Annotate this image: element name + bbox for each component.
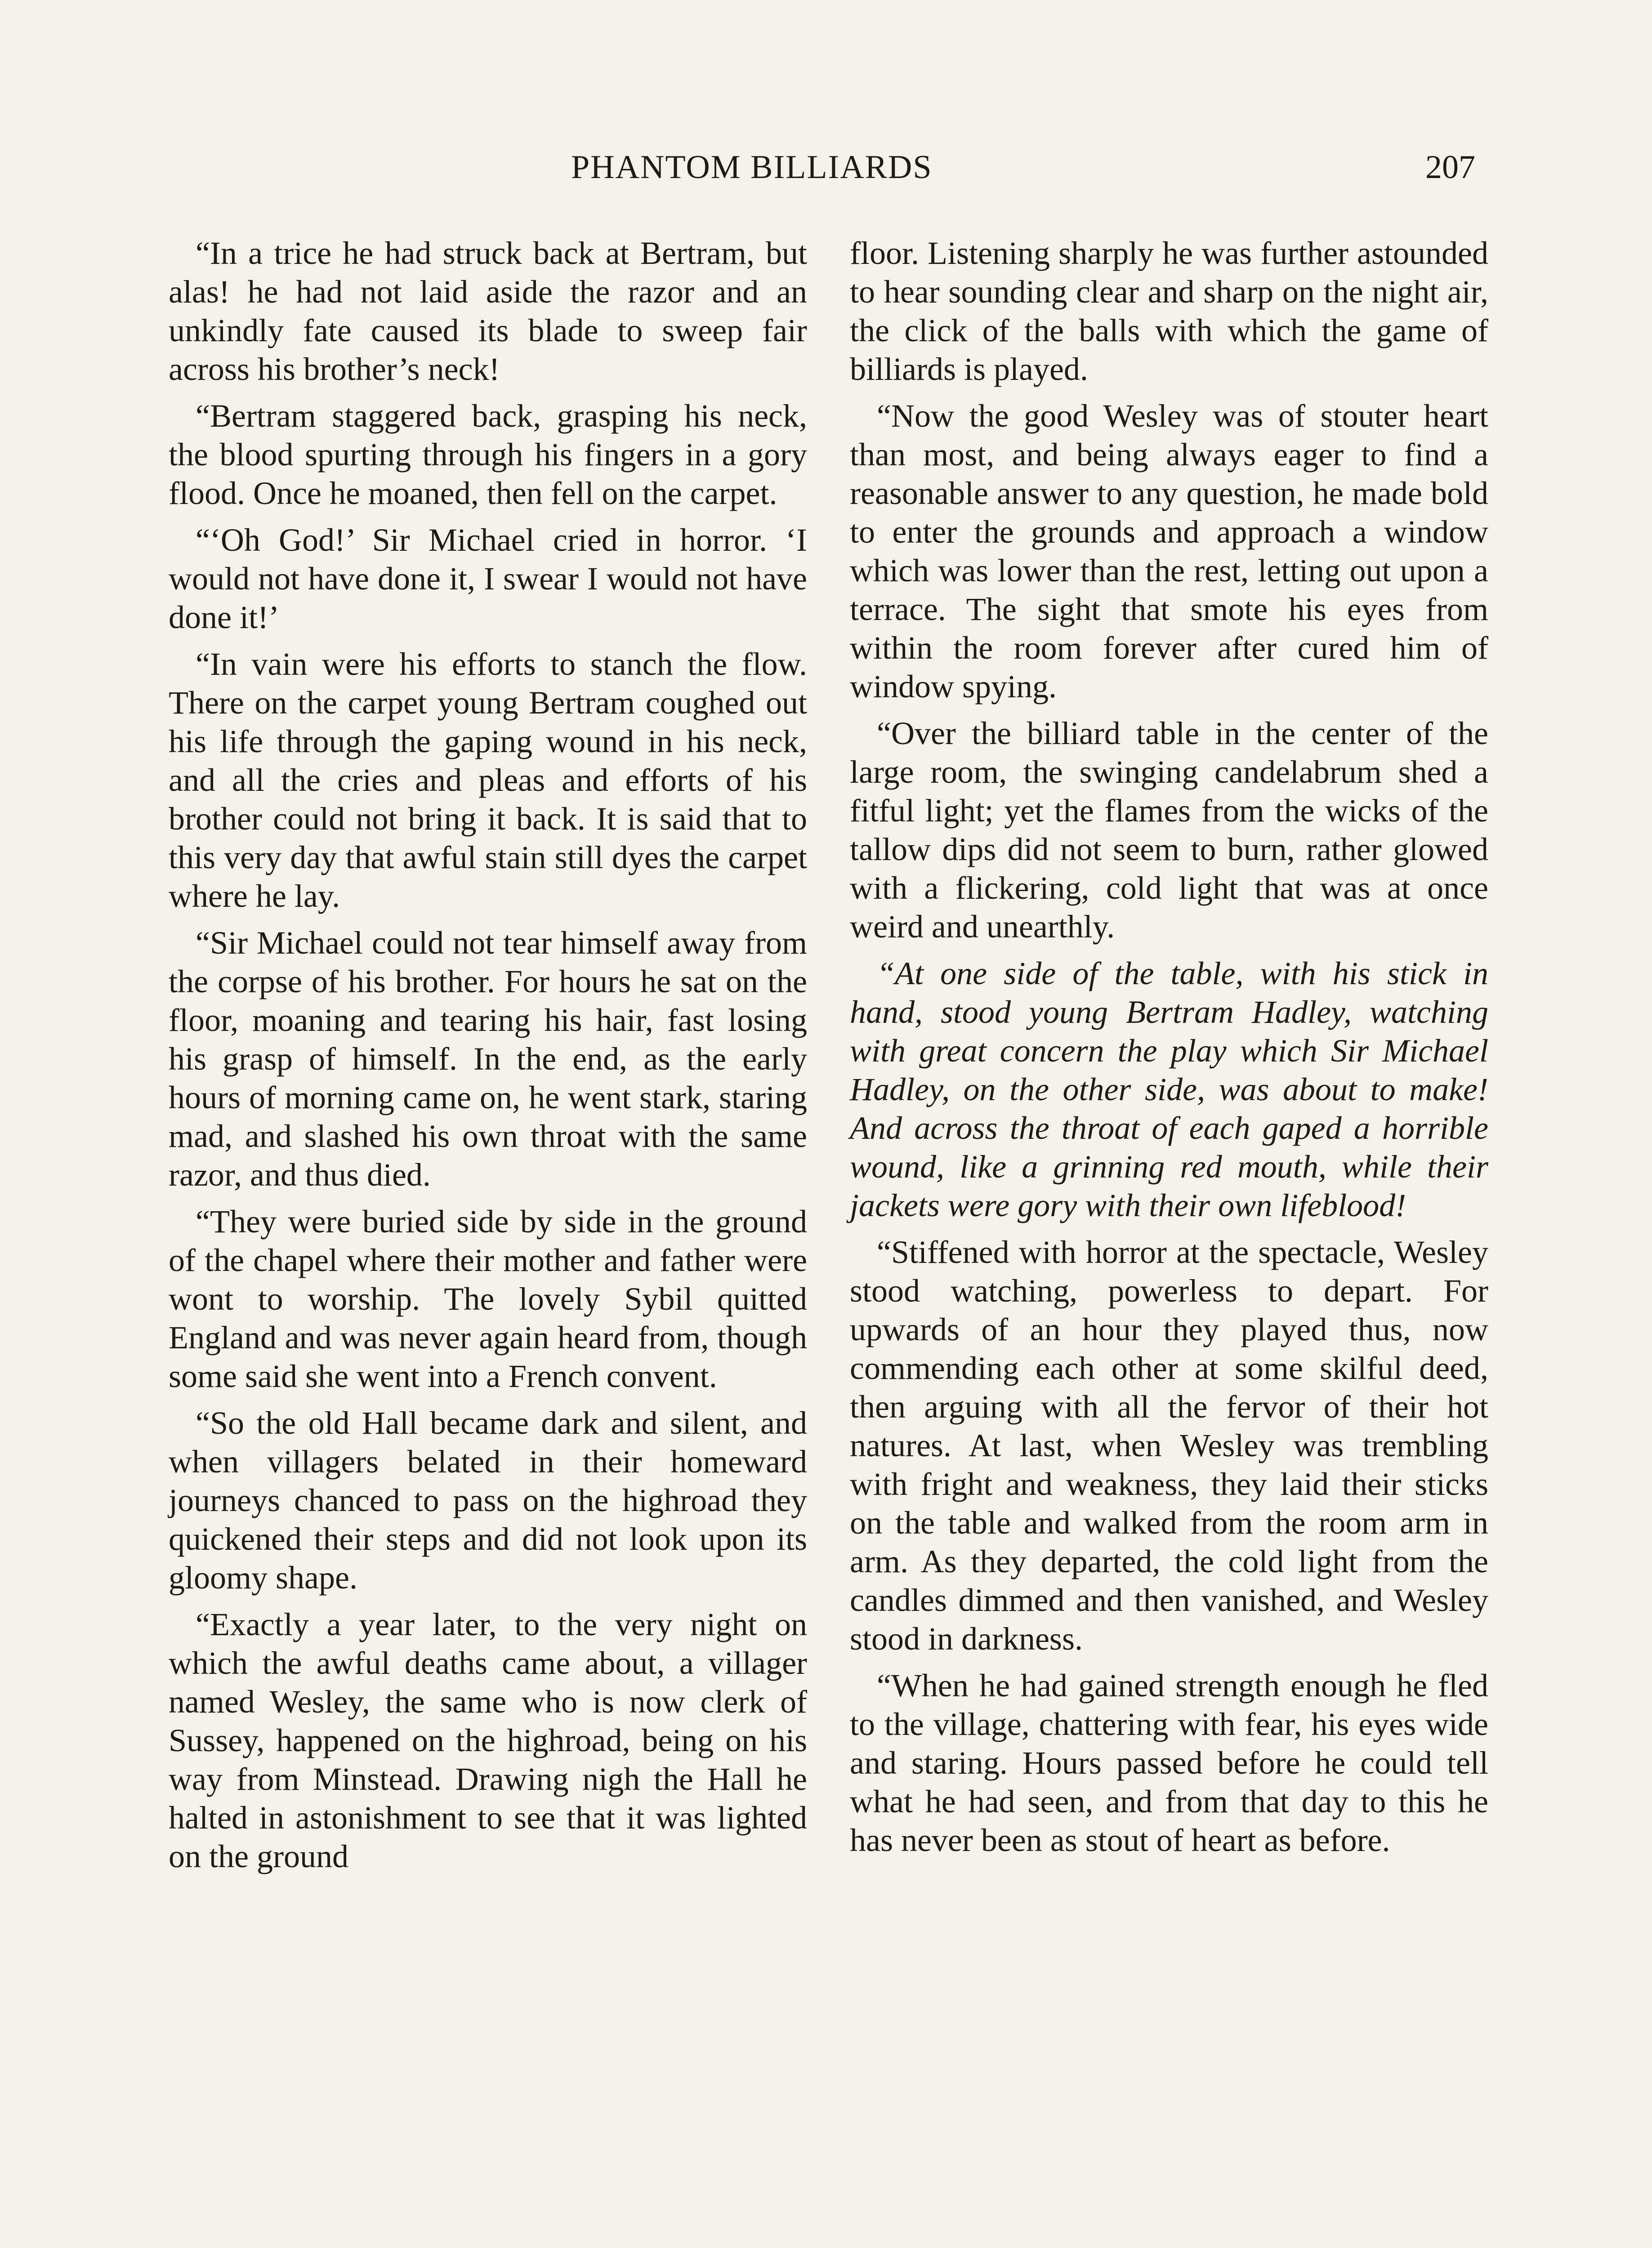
paragraph: “Sir Michael could not tear himself away from the corpse of his brother. For hours he sat on the floor, moaning and tearing his hair, fast losing his grasp of himself. In the end, as the early hours of morning came on, he went stark, staring mad, and slashed his own throat with the same razor, and thus died. [169,925,807,1193]
paragraph-continuation: floor. Listening sharply he was further astounded to hear sounding clear and sharp on the night air, the click of the balls with which the game of billiards is played. [850,235,1488,387]
right-column [850,234,1488,1868]
paragraph: “Over the billiard table in the center of the large room, the swinging candelabrum shed a fitful light; yet the flames from the wicks of the tallow dips did not seem to burn, rather glowed with a flickering, cold light that was at once weird and unearthly. [850,715,1488,945]
left-column [169,234,807,1884]
paragraph: “Stiffened with horror at the spectacle, Wesley stood watching, powerless to depart. For upwards of an hour they played thus, now commending each other at some skilful deed, then arguing with all the fervor of their hot natures. At last, when Wesley was trembling with fright and weakness, they laid their sticks on the table and walked from the room arm in arm. As they departed, the cold light from the candles dimmed and then vanished, and Wesley stood in darkness. [850,1234,1488,1657]
paragraph: “In a trice he had struck back at Bertram, but alas! he had not laid aside the razor and an unkindly fate caused its blade to sweep fair across his brother’s neck! [169,235,807,387]
page-number: 207 [1425,149,1475,186]
paragraph: “Now the good Wesley was of stouter heart than most, and being always eager to find a reasonable answer to any question, he made bold to enter the grounds and approach a window which was lower than the rest, letting out upon a terrace. The sight that smote his eyes from within the room forever after cured him of window spying. [850,398,1488,705]
paragraph: “‘Oh God!’ Sir Michael cried in horror. ‘I would not have done it, I swear I would not have done it!’ [169,522,807,635]
running-title: PHANTOM BILLIARDS [571,149,933,186]
paragraph: “In vain were his efforts to stanch the flow. There on the carpet young Bertram coughed out his life through the gaping wound in his neck, and all the cries and pleas and efforts of his brother could not bring it back. It is said that to this very day that awful stain still dyes the carpet where he lay. [169,646,807,914]
paragraph: “When he had gained strength enough he fled to the village, chattering with fear, his eyes wide and staring. Hours passed before he could tell what he had seen, and from that day to this he has never been as stout of heart as before. [850,1668,1488,1858]
paragraph: “Bertram staggered back, grasping his neck, the blood spurting through his fingers in a gory flood. Once he moaned, then fell on the carpet. [169,398,807,511]
running-header [0,148,1652,198]
paragraph: “Exactly a year later, to the very night on which the awful deaths came about, a villager named Wesley, the same who is now clerk of Sussey, happened on the highroad, being on his way from Minstead. Drawing nigh the Hall he halted in astonishment to see that it was lighted on the ground [169,1606,807,1874]
paragraph: “So the old Hall became dark and silent, and when villagers belated in their homeward journeys chanced to pass on the highroad they quickened their steps and did not look upon its gloomy shape. [169,1405,807,1596]
italic-paragraph: “At one side of the table, with his stick in hand, stood young Bertram Hadley, watching with great concern the play which Sir Michael Hadley, on the other side, was about to make! And across the throat of each gaped a horrible wound, like a grinning red mouth, while their jackets were gory with their own lifeblood! [850,955,1488,1223]
paragraph: “They were buried side by side in the ground of the chapel where their mother and father were wont to worship. The lovely Sybil quitted England and was never again heard from, though some said she went into a French convent. [169,1204,807,1394]
